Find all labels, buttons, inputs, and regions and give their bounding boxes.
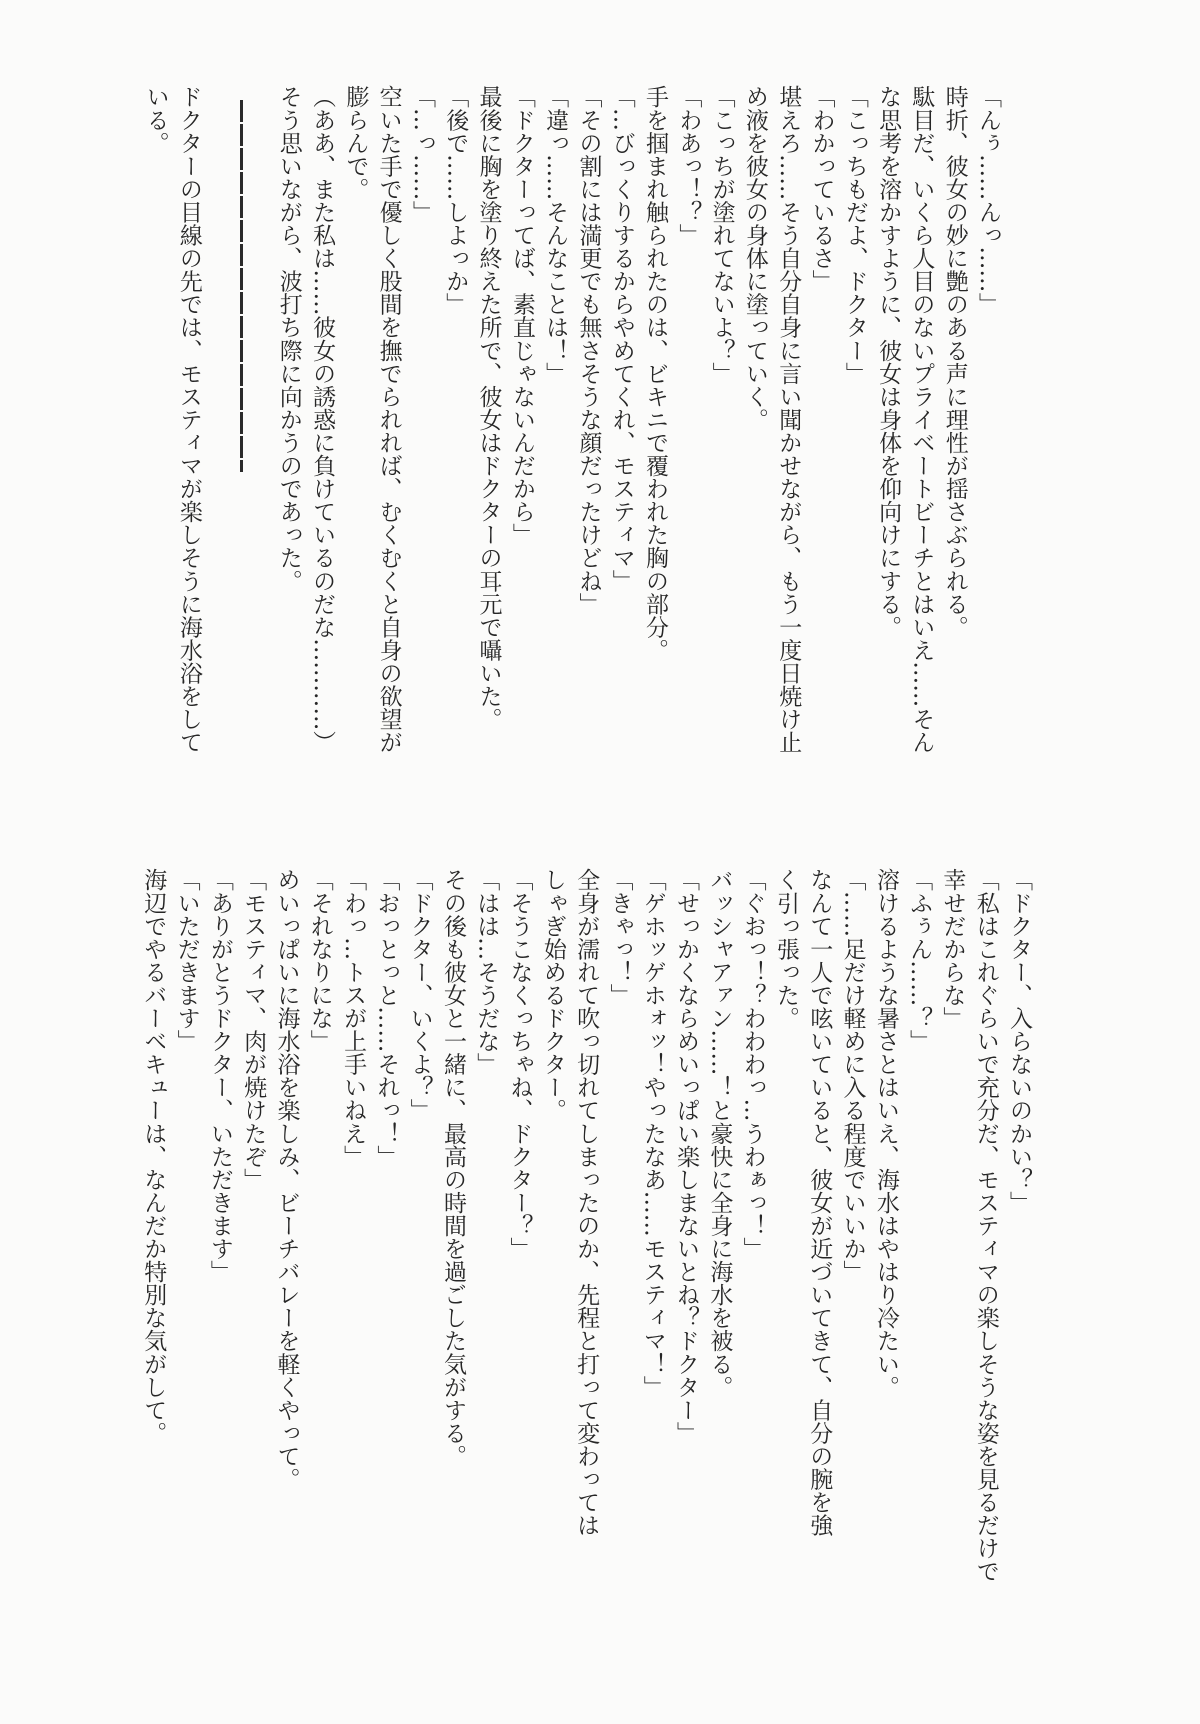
text-line: 「ふぅん……？」 bbox=[906, 868, 933, 1053]
text-line: 「こっちが塗れてないよ？」 bbox=[708, 85, 735, 385]
text-line: 「わあっ！？」 bbox=[675, 85, 702, 247]
text-block-bottom bbox=[110, 868, 1035, 1658]
text-line: 「おっとっと……それっ！」 bbox=[373, 868, 400, 1168]
text-line: 「いただきます」 bbox=[173, 868, 200, 1053]
text-line: 幸せだからな」 bbox=[939, 868, 966, 1030]
text-block-top bbox=[104, 85, 1004, 890]
text-line: 全身が濡れて吹っ切れてしまったのか、先程と打って変わっては bbox=[573, 868, 600, 1537]
text-line: 時折、彼女の妙に艶のある声に理性が揺さぶられる。 bbox=[941, 85, 968, 639]
text-line: く引っ張った。 bbox=[772, 868, 799, 1030]
text-line: めいっぱいに海水浴を楽しみ、ビーチバレーを軽くやって。 bbox=[273, 868, 300, 1491]
text-line: 「はは…そうだな」 bbox=[473, 868, 500, 1076]
text-line: 「それなりにな」 bbox=[306, 868, 333, 1053]
text-line: 「私はこれぐらいで充分だ、モスティマの楽しそうな姿を見るだけで bbox=[972, 868, 999, 1583]
text-line: なんて一人で呟いていると、彼女が近づいてきて、自分の腕を強 bbox=[806, 868, 833, 1537]
text-line: ドクターの目線の先では、モスティマが楽しそうに海水浴をして bbox=[175, 85, 202, 754]
text-line: 「…びっくりするからやめてくれ、モスティマ」 bbox=[608, 85, 635, 593]
text-line: 「ドクター、入らないのかい？」 bbox=[1006, 868, 1032, 1214]
text-line: 「せっかくならめいっぱい楽しまないとね？ドクター」 bbox=[673, 868, 700, 1445]
text-line: 「わっ…トスが上手いねえ」 bbox=[340, 868, 367, 1168]
text-line: 「ぐおっ！？わわわっ…うわぁっ！」 bbox=[739, 868, 766, 1260]
text-line: 「こっちもだよ、ドクター」 bbox=[841, 85, 868, 385]
text-line: 「んぅ……んっ……」 bbox=[975, 85, 1001, 316]
section-divider bbox=[240, 100, 243, 472]
text-line bbox=[205, 85, 238, 890]
text-line: 「……足だけ軽めに入る程度でいいか」 bbox=[839, 868, 866, 1283]
text-line: 最後に胸を塗り終えた所で、彼女はドクターの耳元で囁いた。 bbox=[475, 85, 502, 731]
text-line: その後も彼女と一緒に、最高の時間を過ごした気がする。 bbox=[439, 868, 466, 1468]
text-line: 「後で……しよっか」 bbox=[442, 85, 469, 316]
text-line: 「…っ……」 bbox=[408, 85, 435, 224]
text-line: （ああ、また私は……彼女の誘惑に負けているのだな…………） bbox=[309, 85, 336, 754]
text-line: 駄目だ、いくら人目のないプライベートビーチとはいえ……そん bbox=[908, 85, 935, 754]
text-line: 「モスティマ、肉が焼けたぞ」 bbox=[240, 868, 267, 1191]
text-line: 溶けるような暑さとはいえ、海水はやはり冷たい。 bbox=[872, 868, 899, 1399]
text-line: 「違っ……そんなことは！」 bbox=[542, 85, 569, 385]
text-line: 膨らんで。 bbox=[342, 85, 369, 201]
text-line: いる。 bbox=[142, 85, 169, 155]
text-line: 堪えろ……そう自分自身に言い聞かせながら、もう一度日焼け止 bbox=[775, 85, 802, 754]
text-line bbox=[238, 85, 271, 890]
text-line: 手を掴まれ触られたのは、ビキニで覆われた胸の部分。 bbox=[642, 85, 669, 662]
text-line: しゃぎ始めるドクター。 bbox=[539, 868, 566, 1122]
text-line: 「ゲホッゲホォッ！やったなあ……モスティマ！」 bbox=[639, 868, 666, 1399]
text-line: 「わかっているさ」 bbox=[808, 85, 835, 293]
text-line: 「そうこなくっちゃね、ドクター？」 bbox=[506, 868, 533, 1260]
text-line: バッシャアァン……！と豪快に全身に海水を被る。 bbox=[706, 868, 733, 1399]
text-line: 「ありがとうドクター、いただきます」 bbox=[206, 868, 233, 1283]
text-line: そう思いながら、波打ち際に向かうのであった。 bbox=[275, 85, 302, 593]
text-line: 「その割には満更でも無さそうな顔だったけどね」 bbox=[575, 85, 602, 616]
text-line: 「ドクターってば、素直じゃないんだから」 bbox=[508, 85, 535, 546]
text-line: め液を彼女の身体に塗っていく。 bbox=[741, 85, 768, 431]
text-line: 海辺でやるバーベキューは、なんだか特別な気がして。 bbox=[140, 868, 167, 1445]
text-line: 「きゃっ！」 bbox=[606, 868, 633, 1007]
text-line: 「ドクター、いくよ？」 bbox=[406, 868, 433, 1122]
text-line: な思考を溶かすように、彼女は身体を仰向けにする。 bbox=[875, 85, 902, 639]
text-line: 空いた手で優しく股間を撫でられれば、むくむくと自身の欲望が bbox=[375, 85, 402, 754]
